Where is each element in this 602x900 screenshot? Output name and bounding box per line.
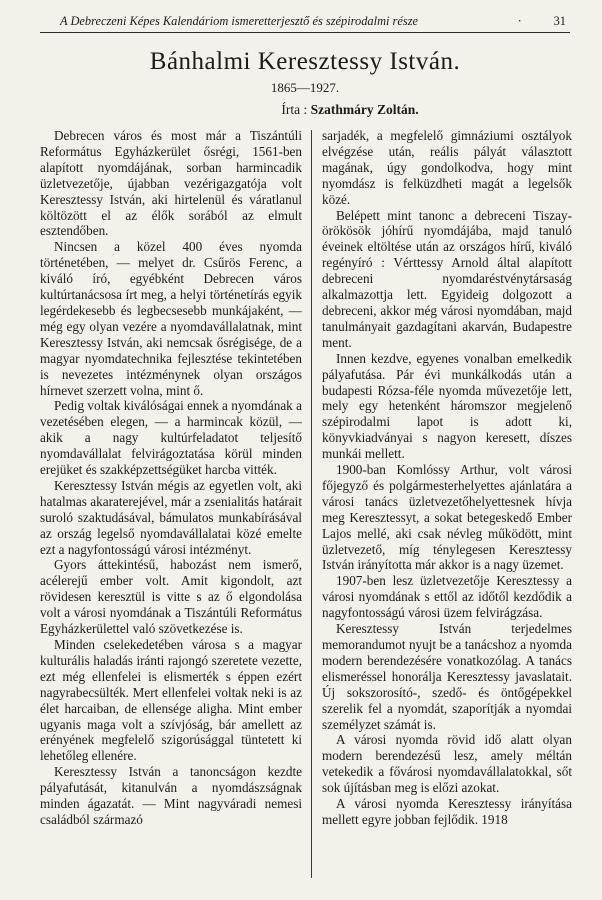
paragraph: Nincsen a közel 400 éves nyomda történetében, — melyet dr. Csűrös Ferenc, a kiváló író, egyébként Debrecen város kultúrtanácsosa írt meg, a helyi történetírás egyik legérdekesebb és legbecsesebb munkájaként, — még egy olyan vezére a nyomdavállalatnak, mint Keresztessy István, aki nemcsak ősrégisége, de a magyar nyomdatechnika fejlesztése tekintetében is nevezetes intézménynek olyan országos hírnevet szerzett volna, mint ő.	[40, 239, 302, 398]
left-column	[40, 128, 302, 828]
page-number: 31	[553, 14, 566, 28]
paragraph: Belépett mint tanonc a debreceni Tiszay-örökösök jóhírű nyomdájába, majd tanuló éveinek eltöltése után az országos hírű, kiváló regényíró : Vérttessy Arnold által alapított debreceni nyomdaréstvénytársaság alkalmazottja lett. Egyideig dolgozott a debreceni, akkor még városi nyomdában, majd tanulmányait gazdagítani akarván, Budapestre ment.	[322, 207, 572, 350]
paragraph: Innen kezdve, egyenes vonalban emelkedik pályafutása. Pár évi munkálkodás után a budapesti Rózsa-féle nyomda művezetője lett, mely egy hetenként háromszor megjelenő szépirodalmi lapot is adott ki, könyvkiadványai s nagyon keresett, díszes munkái mellett.	[322, 350, 572, 462]
paragraph: 1900-ban Komlóssy Arthur, volt városi főjegyző és polgármesterhelyettes ajánlatára a városi tanács üzletvezetőhelyettesnek hívja meg Keresztessyt, a sokat betegeskedő Ember Lajos mellé, aki csak névleg működött, mint üzletvezető, míg ténylegesen Keresztessy István irányította már akkor is a nagy üzemet.	[322, 462, 572, 573]
paragraph: sarjadék, a megfelelő gimnáziumi osztályok elvégzése után, reális pályát választott magának, úgy gondolkodva, hogy mint nyomdász is felküzdheti magát a legelsők közé.	[322, 128, 572, 207]
paragraph: Debrecen város és most már a Tiszántúli Református Egyházkerület ősrégi, 1561-ben alapított nyomdájának, sorban harmincadik üzletvezetője, újabban vezérigazgatója volt Keresztessy István, aki hirtelenül és váratlanul költözött el az élők sorából az elmult esztendőben.	[40, 128, 302, 239]
column-divider	[311, 130, 312, 878]
byline	[200, 102, 500, 118]
right-column	[322, 128, 572, 828]
header-separator: ·	[518, 14, 522, 28]
paragraph: A városi nyomda rövid idő alatt olyan modern berendezésű lesz, amely méltán vetekedik a fővárosi nyomdavállalatokkal, sőt sok újításban meg is előzi azokat.	[322, 732, 572, 796]
article-title: Bánhalmi Keresztessy István.	[149, 48, 461, 75]
paragraph: Keresztessy István mégis az egyetlen volt, aki hatalmas akaraterejével, már a zsenialitás határait suroló szaktudásával, bámulatos munkabírásával az ország legelső nyomdavállalatai közé emelte ezt a nagyfontosságú városi intézményt.	[40, 477, 302, 557]
paragraph: 1907-ben lesz üzletvezetője Keresztessy a városi nyomdának s ettől az időtől kezdődik a nagyfontosságú városi üzem felvirágzása.	[322, 573, 572, 621]
article-years: 1865—1927.	[270, 80, 340, 95]
paragraph: Keresztessy István a tanoncságon kezdte pályafutását, kitanulván a nyomdászságnak minden ágazatát. — Mint nagyváradi nemesi családból származó	[40, 764, 302, 827]
running-title: A Debreczeni Képes Kalendáriom ismeretterjesztő és szépirodalmi része	[60, 14, 419, 28]
author-name: Szathmáry Zoltán.	[310, 102, 419, 117]
running-header	[40, 10, 570, 33]
paragraph: Minden cselekedetében városa s a magyar kulturális haladás iránti rajongó szeretete vezette, ezt még ellenfelei is elismerték s éppen ezért nagyrabecsülték. Mert ellenfelei voltak neki is az élet harcaiban, de ellensége aligha. Mint ember ugyanis maga volt a szívjóság, bár amellett az erényének megfelelő szigorúsággal tüntetett ki lehetőleg ellenére.	[40, 637, 302, 764]
byline-prefix: Írta :	[281, 102, 308, 117]
paragraph: Keresztessy István terjedelmes memorandumot nyujt be a tanácshoz a nyomda modern berendezésére vonatkozólag. A tanács elismeréssel honorálja Keresztessy javaslatait. Új sokszorosító-, szedő- és öntőgépekkel szerelik fel a nyomdát, szaporítják a nyomdai személyzet számát is.	[322, 621, 572, 732]
paragraph: Gyors áttekintésű, habozást nem ismerő, acélerejű ember volt. Amit kigondolt, azt rövidesen keresztül is vitte s az ő elgondolása volt a városi nyomdának a Tiszántúli Református Egyházkerülettel való szövetkezése is.	[40, 557, 302, 637]
paragraph: A városi nyomda Keresztessy irányítása mellett egyre jobban fejlődik. 1918	[322, 796, 572, 827]
paragraph: Pedig voltak kiválóságai ennek a nyomdának a vezetésében elegen, — a harmincak közül, — akik a nagy kultúrfeladatot teljesítő nyomdavállalat felvirágoztatása körül minden erejüket és szakképzettségüket harcba vitték.	[40, 398, 302, 478]
